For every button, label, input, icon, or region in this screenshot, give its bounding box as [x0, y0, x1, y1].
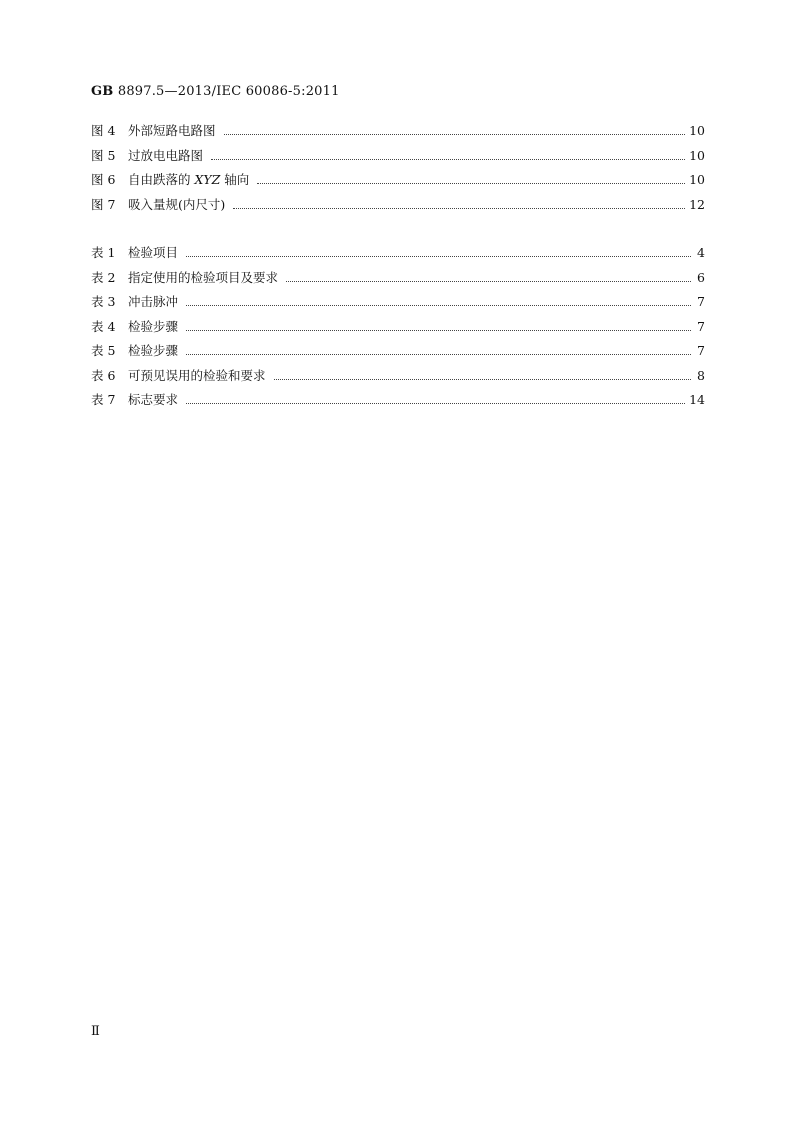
toc-title-part: 轴向 [220, 172, 250, 187]
table-list [91, 241, 705, 413]
figure-list [91, 119, 705, 217]
dot-leader [186, 255, 691, 257]
toc-page-number: 10 [689, 172, 705, 187]
toc-label: 表 2 [91, 269, 116, 285]
toc-label: 图 5 [91, 147, 116, 163]
toc-title: 检验步骤 [128, 318, 179, 334]
toc-page-number: 10 [689, 123, 705, 138]
toc-page-number: 8 [697, 367, 705, 383]
toc-label: 图 6 [91, 172, 116, 187]
toc-label: 表 5 [91, 343, 116, 358]
toc-title-italic: XYZ [194, 172, 221, 187]
dot-leader [274, 378, 691, 380]
toc-entry-figure-6[interactable] [91, 168, 705, 193]
toc-entry-table-4[interactable] [91, 315, 705, 340]
standard-header [91, 84, 340, 99]
dot-leader [224, 133, 686, 135]
toc-title: 可预见误用的检验和要求 [128, 367, 266, 383]
toc-page-number: 14 [689, 392, 705, 407]
toc-title-part: 自由跌落的 [128, 172, 195, 187]
toc-entry-table-1[interactable] [91, 241, 705, 266]
dot-leader [186, 402, 685, 404]
toc-title: 吸入量规(内尺寸) [128, 196, 226, 212]
toc-title: 冲击脉冲 [128, 294, 179, 309]
toc-title: 检验步骤 [128, 343, 179, 358]
toc-label: 表 6 [91, 367, 116, 383]
toc-label: 表 7 [91, 392, 116, 407]
toc-label: 图 4 [91, 123, 116, 138]
toc-title: 指定使用的检验项目及要求 [128, 269, 279, 285]
dot-leader [211, 158, 685, 160]
dot-leader [186, 353, 691, 355]
standard-number: 8897.5—2013/IEC 60086-5:2011 [117, 84, 340, 99]
toc-label: 表 1 [91, 245, 116, 260]
page-number: Ⅱ [91, 1024, 100, 1039]
toc-entry-figure-7[interactable] [91, 193, 705, 218]
dot-leader [186, 329, 691, 331]
toc-title: 过放电电路图 [128, 147, 204, 163]
toc-label: 表 4 [91, 318, 116, 334]
standard-prefix: GB [91, 84, 114, 99]
toc-entry-table-5[interactable] [91, 339, 705, 364]
toc-entry-figure-5[interactable] [91, 144, 705, 169]
toc-title [128, 168, 253, 193]
toc-entry-table-6[interactable] [91, 364, 705, 389]
dot-leader [186, 304, 691, 306]
dot-leader [286, 280, 691, 282]
toc-page-number: 7 [697, 318, 705, 334]
toc-entry-figure-4[interactable] [91, 119, 705, 144]
dot-leader [233, 207, 685, 209]
toc-entry-table-7[interactable] [91, 388, 705, 413]
toc-entry-table-3[interactable] [91, 290, 705, 315]
toc-page-number: 10 [689, 147, 705, 163]
toc-label: 表 3 [91, 294, 116, 309]
toc-page-number: 7 [697, 294, 705, 309]
dot-leader [257, 182, 685, 184]
toc-entry-table-2[interactable] [91, 266, 705, 291]
toc-page-number: 6 [697, 269, 705, 285]
toc-page-number: 7 [697, 343, 705, 358]
toc-page-number: 4 [697, 245, 705, 260]
toc-title: 外部短路电路图 [128, 123, 216, 138]
toc-label: 图 7 [91, 196, 116, 212]
toc-title: 检验项目 [128, 245, 179, 260]
toc-page-number: 12 [689, 196, 705, 212]
toc-title: 标志要求 [128, 392, 179, 407]
